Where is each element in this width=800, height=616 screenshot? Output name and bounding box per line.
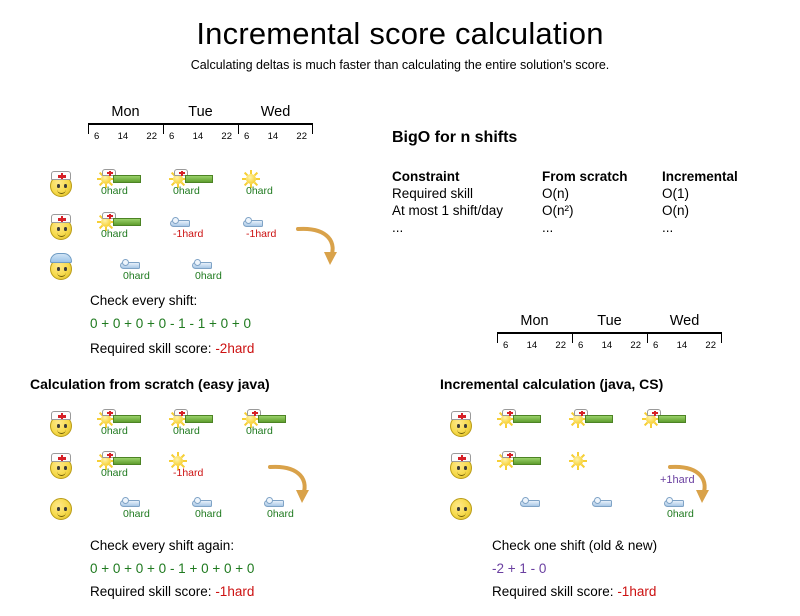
tick-label: 22: [630, 340, 641, 351]
tick-label: 6: [94, 131, 100, 142]
bigo-heading: BigO for n shifts: [392, 129, 518, 146]
tick-label: 6: [169, 131, 175, 142]
nurse-cap-icon: [51, 214, 71, 223]
skill-bar: [258, 415, 286, 423]
page-subtitle: Calculating deltas is much faster than calculating the entire solution's score.: [190, 58, 610, 72]
bigo-cell: ...: [542, 220, 554, 235]
day-label: Tue: [188, 104, 213, 120]
incremental-heading: Incremental calculation (java, CS): [440, 376, 664, 392]
tick-label: 22: [555, 340, 566, 351]
delta-label: +1hard: [660, 474, 695, 486]
night-bed-icon: [243, 216, 263, 228]
skill-bar: [113, 175, 141, 183]
shift-score-label: 0hard: [101, 425, 128, 437]
skill-bar: [658, 415, 686, 423]
tick-label: 22: [146, 131, 157, 142]
tick-label: 14: [601, 340, 613, 351]
sum-line: 0 + 0 + 0 + 0 - 1 + 0 + 0 + 0: [90, 561, 255, 576]
avatar: [50, 214, 76, 240]
shift-score-label: 0hard: [195, 270, 222, 282]
shift-block[interactable]: [243, 411, 287, 437]
shift-block[interactable]: [120, 256, 164, 282]
skill-bar: [513, 415, 541, 423]
tick-label: 6: [653, 340, 659, 351]
avatar: [450, 494, 476, 520]
day-label: Tue: [597, 313, 622, 329]
day-label: Mon: [520, 313, 549, 329]
day-label: Wed: [260, 104, 291, 120]
page-title: Incremental score calculation: [196, 16, 604, 51]
bigo-cell: Required skill: [392, 186, 474, 201]
shift-score-label: 0hard: [173, 425, 200, 437]
tick-label: 14: [267, 131, 279, 142]
score-line: [492, 584, 656, 599]
shift-block[interactable]: [592, 494, 636, 520]
score-line: [90, 341, 254, 356]
daygrid-top-left: [88, 104, 313, 142]
from-scratch-heading: Calculation from scratch (easy java): [30, 376, 270, 392]
nurse-cap-icon: [451, 453, 471, 462]
table-row: [392, 219, 738, 236]
shift-block[interactable]: [498, 411, 542, 437]
shift-score-label: 0hard: [667, 508, 694, 520]
bigo-col-header: Constraint: [392, 169, 460, 184]
shift-block[interactable]: [120, 494, 164, 520]
shift-score-label: 0hard: [267, 508, 294, 520]
tick-label: 22: [705, 340, 716, 351]
bigo-col-header: From scratch: [542, 169, 628, 184]
shift-block[interactable]: [643, 411, 687, 437]
shift-block[interactable]: [98, 171, 142, 197]
avatar: [50, 254, 76, 280]
skill-bar: [113, 457, 141, 465]
move-arrow-icon: [290, 221, 350, 271]
avatar: [50, 411, 76, 437]
shift-score-label: -1hard: [173, 228, 204, 240]
night-bed-icon: [192, 258, 212, 270]
tick-label: 6: [578, 340, 584, 351]
tick-label: 14: [526, 340, 538, 351]
tick-label: 22: [221, 131, 232, 142]
check-one-shift-label: Check one shift (old & new): [492, 538, 658, 553]
tick-label: 14: [192, 131, 204, 142]
score-label: Required skill score:: [90, 584, 212, 599]
night-bed-icon: [192, 496, 212, 508]
shift-score-label: 0hard: [195, 508, 222, 520]
skill-bar: [185, 415, 213, 423]
bigo-cell: ...: [662, 220, 674, 235]
shift-score-label: -1hard: [173, 467, 204, 479]
shift-score-label: -1hard: [246, 228, 277, 240]
bigo-col-header: Incremental: [662, 169, 738, 184]
avatar: [450, 411, 476, 437]
shift-score-label: 0hard: [246, 185, 273, 197]
shift-block[interactable]: [170, 453, 214, 479]
shift-block[interactable]: [98, 453, 142, 479]
table-row: [392, 202, 738, 219]
sum-line: 0 + 0 + 0 + 0 - 1 - 1 + 0 + 0: [90, 316, 251, 331]
table-row: [392, 185, 738, 202]
avatar: [450, 453, 476, 479]
nurse-cap-icon: [51, 171, 71, 180]
night-bed-icon: [120, 496, 140, 508]
nurse-cap-icon: [51, 453, 71, 462]
night-bed-icon: [592, 496, 612, 508]
tick-label: 6: [503, 340, 509, 351]
bigo-cell: ...: [392, 220, 404, 235]
skill-bar: [585, 415, 613, 423]
night-bed-icon: [170, 216, 190, 228]
shift-block[interactable]: [498, 453, 542, 479]
tick-label: 22: [296, 131, 307, 142]
shift-block[interactable]: [192, 494, 236, 520]
shift-score-label: 0hard: [246, 425, 273, 437]
shift-block[interactable]: [570, 411, 614, 437]
shift-score-label: 0hard: [101, 467, 128, 479]
avatar: [50, 453, 76, 479]
shift-block[interactable]: [98, 411, 142, 437]
avatar: [50, 494, 76, 520]
smiley-face-icon: [50, 498, 72, 520]
tick-label: 14: [117, 131, 129, 142]
tick-label: 14: [676, 340, 688, 351]
shift-score-label: 0hard: [173, 185, 200, 197]
move-arrow-icon: [262, 459, 322, 509]
score-line: [90, 584, 254, 599]
shift-score-label: 0hard: [123, 508, 150, 520]
bigo-cell: O(n²): [542, 203, 574, 218]
nurse-cap-icon: [51, 411, 71, 420]
check-again-label: Check every shift again:: [90, 538, 235, 553]
bigo-table: [392, 168, 738, 236]
skill-bar: [113, 218, 141, 226]
score-label: Required skill score:: [492, 584, 614, 599]
nurse-cap-icon: [451, 411, 471, 420]
shift-block[interactable]: [520, 494, 564, 520]
bigo-cell: At most 1 shift/day: [392, 203, 504, 218]
daygrid-bottom-right: [497, 313, 722, 351]
shift-block[interactable]: [170, 171, 214, 197]
shift-block[interactable]: [192, 256, 236, 282]
score-value: -1hard: [215, 584, 255, 599]
avatar: [50, 171, 76, 197]
bigo-cell: O(n): [662, 203, 689, 218]
shift-score-label: 0hard: [123, 270, 150, 282]
shift-block[interactable]: [243, 171, 287, 197]
day-label: Wed: [669, 313, 700, 329]
score-label: Required skill score:: [90, 341, 212, 356]
sum-line: -2 + 1 - 0: [492, 561, 547, 576]
bigo-cell: O(n): [542, 186, 569, 201]
night-bed-icon: [520, 496, 540, 508]
surgeon-cap-icon: [50, 253, 72, 263]
shift-block[interactable]: [170, 214, 214, 240]
shift-score-label: 0hard: [101, 228, 128, 240]
shift-score-label: 0hard: [101, 185, 128, 197]
shift-block[interactable]: [170, 411, 214, 437]
night-bed-icon: [120, 258, 140, 270]
score-value: -1hard: [617, 584, 657, 599]
score-value: -2hard: [215, 341, 255, 356]
smiley-face-icon: [450, 498, 472, 520]
skill-bar: [513, 457, 541, 465]
check-every-shift-label: Check every shift:: [90, 293, 198, 308]
shift-block[interactable]: [570, 453, 614, 479]
move-arrow-icon: [662, 459, 722, 509]
shift-block[interactable]: [243, 214, 287, 240]
skill-bar: [113, 415, 141, 423]
bigo-cell: O(1): [662, 186, 689, 201]
sun-icon: [570, 453, 586, 469]
day-label: Mon: [111, 104, 140, 120]
shift-block[interactable]: [98, 214, 142, 240]
skill-bar: [185, 175, 213, 183]
tick-label: 6: [244, 131, 250, 142]
